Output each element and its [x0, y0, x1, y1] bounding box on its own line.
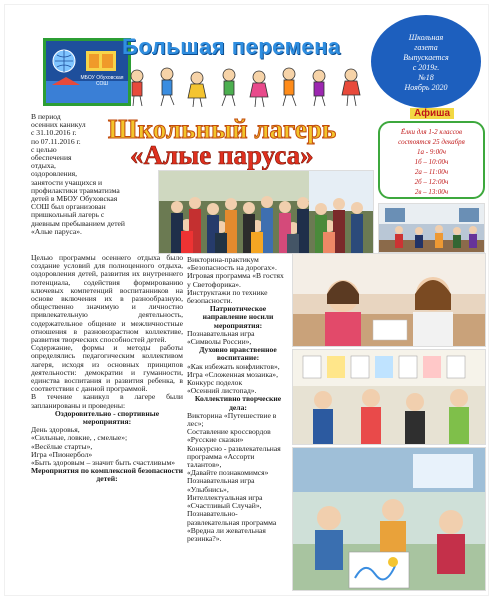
badge-date: Ноябрь 2020: [404, 83, 448, 92]
collective-item: Познавательно-развлекательная программа «Вредна ли жевательная резинка?».: [187, 509, 277, 543]
announcement-line: 2а – 11:00ч: [414, 168, 449, 176]
intro-line: с целью: [31, 144, 57, 154]
logo-text: МБОУ Обуховская СОШ: [80, 75, 124, 87]
intro-line: по 07.11.2016 г.: [31, 136, 81, 146]
collective-item: Составление кроссвордов «Русские сказки»: [187, 427, 271, 445]
moral-item: «Осенний листопад».: [187, 386, 257, 396]
announcement-line: состоятся 25 декабря: [398, 138, 465, 146]
heading-collective: Коллективно творческие дела:: [194, 394, 282, 412]
issue-badge: [371, 15, 481, 108]
moral-item: Конкурс поделок: [187, 378, 243, 388]
announcement-title: Афиша: [410, 108, 454, 119]
girls-photo: [292, 253, 486, 347]
safety-item: Инструктажи по технике безопасности.: [187, 287, 268, 306]
heading-safety: Мероприятия по комплексной безопасности детей:: [31, 466, 183, 484]
sport-item: «Весёлые старты»,: [31, 441, 93, 451]
heading-moral: Духовно нравственное воспитание:: [199, 345, 277, 363]
intro-line: оздоровления,: [31, 169, 78, 179]
intro-line: обеспечения: [31, 153, 72, 163]
children-illustration: [125, 64, 370, 108]
moral-item: «Как избежать конфликтов»,: [187, 361, 280, 371]
intro-line: профилактики травматизма: [31, 185, 120, 195]
hall-photo: [378, 203, 485, 253]
group-photo: [158, 170, 374, 254]
intro-text: [31, 113, 156, 236]
safety-item: Игровая программа «В гостях у Светофорика».: [187, 271, 284, 289]
badge-line3: Выпускается: [403, 53, 449, 62]
intro-line: дневным пребыванием детей: [31, 218, 125, 228]
sport-item: День здоровья,: [31, 425, 80, 435]
classroom-photo: [292, 349, 486, 445]
sport-item: «Быть здоровым – значит быть счастливым»: [31, 458, 176, 468]
paragraph-goal: Целью программы осеннего отдыха было создание условий для полноценного отдыха, оздоровления детей, развития их внутреннего потенциала, содействия формированию ключевых компетенций воспитанников на основе включения их в разнообразную, общественно значимую и личностно привлекательную деятельность, содержательное общение и межличностные отношения в разновозрастном коллективе, развития творческих способностей детей.: [31, 253, 183, 345]
intro-line: пришкольный лагерь с: [31, 210, 105, 220]
moral-item: Игра «Сложенная мозаика»,: [187, 369, 279, 379]
intro-line: отдыха,: [31, 161, 56, 171]
school-logo: [43, 38, 131, 106]
headline-line1: Школьный лагерь: [108, 114, 337, 144]
intro-line: «Алые паруса».: [31, 226, 82, 236]
safety-item: Викторина-практикум «Безопасность на дорогах».: [187, 255, 277, 273]
announcement-line: Ёлки для 1-2 классов: [400, 128, 463, 136]
badge-line1: Школьная: [408, 33, 444, 42]
heading-patriotic: Патриотическое направление носили мероприятия:: [202, 304, 274, 330]
intro-line: В период: [31, 112, 61, 121]
collective-item: Познавательная игра «Улыбнись»,: [187, 476, 255, 494]
collective-item: «Давайте познакомимся»: [187, 468, 269, 478]
intro-line: осенних каникул: [31, 120, 86, 130]
announcement-line: 2в – 13:00ч: [414, 188, 449, 196]
intro-line: детей в МБОУ Обуховская: [31, 194, 118, 204]
announcement-line: 1б – 10:00ч: [414, 158, 449, 166]
sport-item: «Сильные, ловкие, , смелые»;: [31, 433, 128, 443]
collective-item: Интеллектуальная игра «Счастливый Случай»,: [187, 492, 263, 511]
article-column-1: [31, 254, 183, 484]
headline-line2: «Алые паруса»: [130, 140, 314, 170]
announcement-line: 1а - 9:00ч: [416, 148, 446, 156]
intro-line: занятости учащихся и: [31, 177, 103, 187]
collective-item: Викторина «Путешествие в лес»;: [187, 410, 277, 429]
announcement-box: [378, 121, 485, 199]
newspaper-title: Большая перемена: [122, 34, 341, 59]
paragraph-planned: В течение каникул в лагере были запланированы и проведены:: [31, 392, 183, 410]
article-column-2: [187, 256, 289, 543]
intro-line: СОШ был организован: [31, 202, 106, 212]
drawing-photo: [292, 447, 486, 591]
patriotic-item: Познавательная игра «Символы России»,: [187, 328, 255, 347]
badge-line4: с 2019г.: [412, 63, 440, 72]
badge-issue: №18: [418, 73, 434, 82]
badge-line2: газета: [414, 43, 438, 52]
paragraph-content: Содержание, формы и методы работы определялись педагогическим коллективом лагеря, исходя из основных принципов деятельности: демократии и гуманности, единства воспитания и развития ребенка, в соответствии с данной программой.: [31, 343, 183, 394]
intro-line: с 31.10.2016 г.: [31, 128, 77, 138]
collective-item: Конкурсно - развлекательная программа «Ассорти талантов»,: [187, 443, 281, 470]
heading-sport: Оздоровительно - спортивные мероприятия:: [54, 408, 160, 427]
sport-item: Игра «Пионербол»: [31, 449, 93, 459]
announcement-line: 2б – 12:00ч: [414, 178, 449, 186]
